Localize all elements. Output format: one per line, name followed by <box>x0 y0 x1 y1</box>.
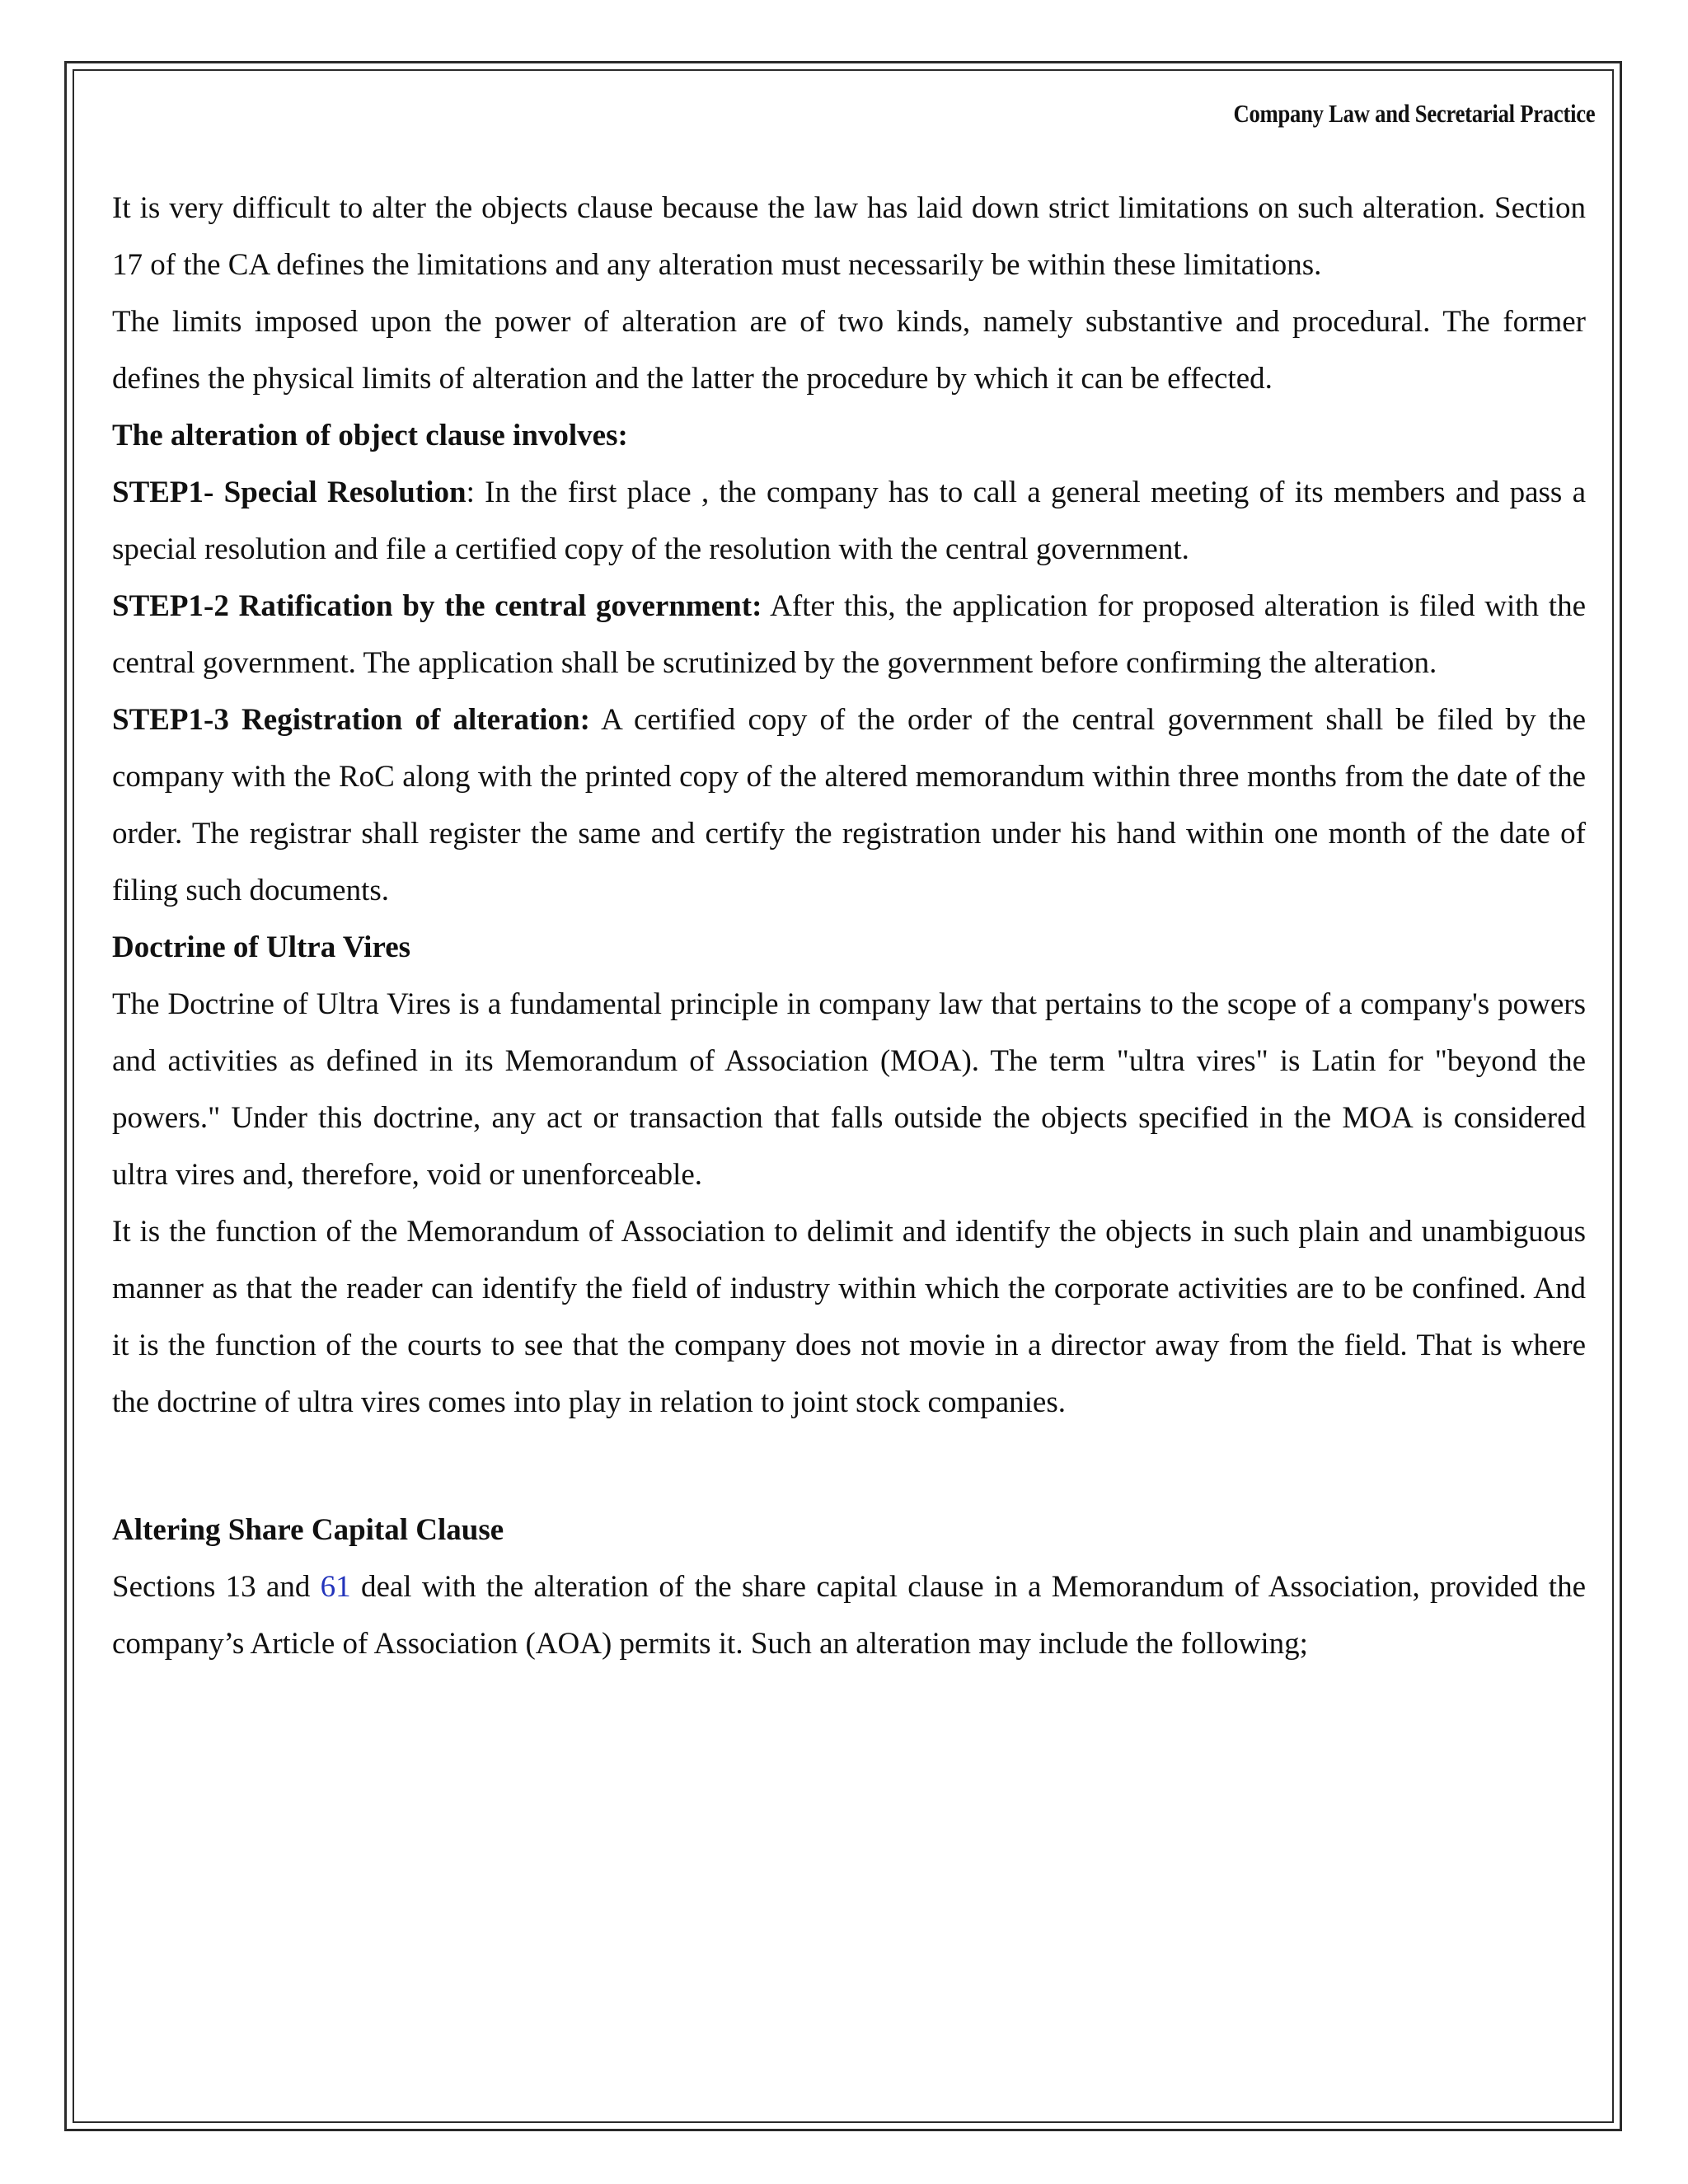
section-spacer <box>112 1431 1586 1502</box>
document-body <box>112 180 1586 1672</box>
step3-text: A certified copy of the order of the central government shall be filed by the company with the RoC along with the printed copy of the altered memorandum within three months from the date of the order. The registrar shall register the same and certify the registration under his hand within one month of the date of filing such documents. <box>112 703 1587 907</box>
heading-doctrine-ultra-vires: Doctrine of Ultra Vires <box>112 930 411 964</box>
heading-alteration-object-clause: The alteration of object clause involves: <box>112 419 628 452</box>
paragraph-step2 <box>112 578 1586 691</box>
share-text-before: Sections 13 and <box>112 1570 321 1604</box>
paragraph-doctrine-function: It is the function of the Memorandum of Association to delimit and identify the objects in such plain and unambiguous manner as that the reader can identify the field of industry within which the corporate activities are to be confined. And it is the function of the courts to see that the company does not movie in a director away from the field. That is where the doctrine of ultra vires comes into play in relation to joint stock companies. <box>112 1215 1586 1419</box>
step2-text: After this, the application for proposed alteration is filed with the central government. The application shall be scrutinized by the government before confirming the alteration. <box>112 589 1586 680</box>
step1-label: STEP1- Special Resolution <box>112 476 467 509</box>
heading-altering-share-capital: Altering Share Capital Clause <box>112 1513 504 1547</box>
section-61-link[interactable]: 61 <box>320 1570 351 1604</box>
paragraph-doctrine-definition: The Doctrine of Ultra Vires is a fundamental principle in company law that pertains to the scope of a company's powers and activities as defined in its Memorandum of Association (MOA). The term "ultra vires" is Latin for "beyond the powers." Under this doctrine, any act or transaction that falls outside the objects specified in the MOA is considered ultra vires and, therefore, void or unenforceable. <box>112 987 1586 1192</box>
paragraph-step1 <box>112 464 1586 578</box>
paragraph-share-capital <box>112 1558 1586 1672</box>
share-text-after: deal with the alteration of the share capital clause in a Memorandum of Association, provided the company’s Article of Association (AOA) permits it. Such an alteration may include the following; <box>112 1570 1586 1661</box>
step3-label: STEP1-3 Registration of alteration: <box>112 703 590 737</box>
step2-label: STEP1-2 Ratification by the central government: <box>112 589 762 623</box>
paragraph-step3 <box>112 691 1586 919</box>
running-header: Company Law and Secretarial Practice <box>1233 99 1595 128</box>
paragraph-limits: The limits imposed upon the power of alteration are of two kinds, namely substantive and procedural. The former defines the physical limits of alteration and the latter the procedure by which it can be effected. <box>112 305 1586 396</box>
paragraph-objects-clause: It is very difficult to alter the objects clause because the law has laid down strict limitations on such alteration. Section 17 of the CA defines the limitations and any alteration must necessarily be within these limitations. <box>112 191 1586 282</box>
step1-text: : In the first place , the company has to call a general meeting of its members and pass a special resolution and file a certified copy of the resolution with the central government. <box>112 476 1586 566</box>
